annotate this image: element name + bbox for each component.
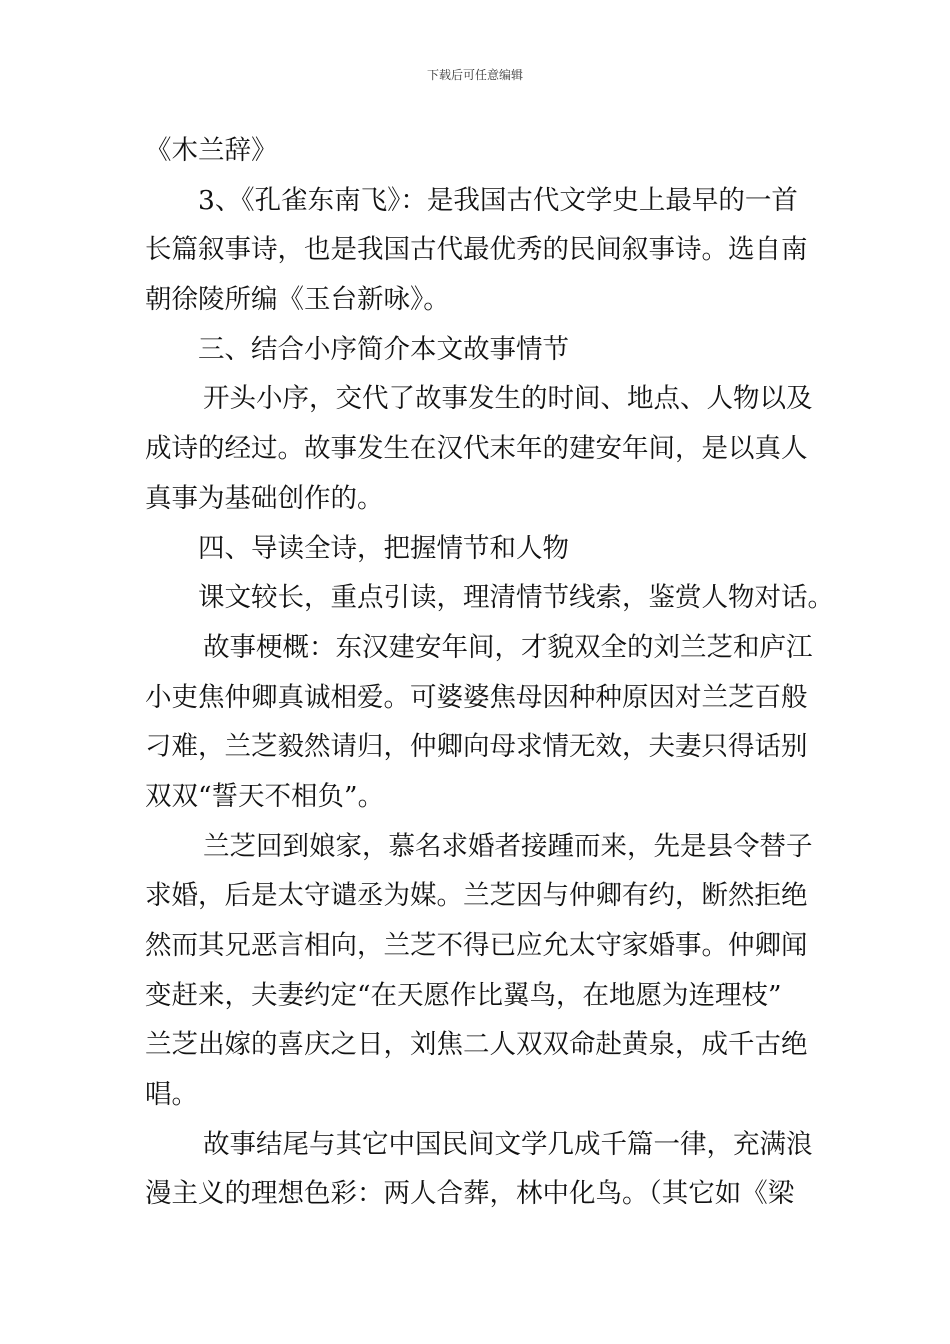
text-line: 《木兰辞》 [145,135,278,166]
text-line: 真事为基础创作的。 [145,482,384,514]
text-line: 双双“誓天不相负”。 [145,780,385,812]
text-line: 兰芝出嫁的喜庆之日，刘焦二人双双命赴黄泉，成千古绝 [145,1029,808,1061]
page-header-note: 下载后可任意编辑 [426,68,523,82]
text-line: 变赶来，夫妻约定“在天愿作比翼鸟，在地愿为连理枝” [145,979,782,1011]
text-line: 漫主义的理想色彩：两人合葬，林中化鸟。（其它如《梁 [145,1178,795,1210]
text-line: 小吏焦仲卿真诚相爱。可婆婆焦母因种种原因对兰芝百般 [145,681,808,713]
text-line: 然而其兄恶言相向，兰芝不得已应允太守家婚事。仲卿闻 [145,930,808,961]
text-line: 求婚，后是太守谴丞为媒。兰芝因与仲卿有约，断然拒绝 [145,880,808,912]
text-line: 开头小序，交代了故事发生的时间、地点、人物以及 [203,383,813,415]
text-line: 3、《孔雀东南飞》：是我国古代文学史上最早的一首 [198,184,798,216]
text-line: 刁难，兰芝毅然请归，仲卿向母求情无效，夫妻只得话别 [145,731,808,763]
text-line: 故事梗概：东汉建安年间，才貌双全的刘兰芝和庐江 [203,631,813,663]
text-line: 兰芝回到娘家，慕名求婚者接踵而来，先是县令替子 [203,830,813,862]
text-line: 故事结尾与其它中国民间文学几成千篇一律，充满浪 [203,1128,813,1160]
text-line: 课文较长，重点引读，理清情节线索，鉴赏人物对话。 [198,582,834,614]
text-line: 成诗的经过。故事发生在汉代末年的建安年间，是以真人 [145,433,808,465]
text-line: 朝徐陵所编《玉台新咏》。 [145,284,450,316]
section-heading: 三、结合小序简介本文故事情节 [198,333,569,365]
text-line: 唱。 [145,1079,198,1111]
document-body [145,126,834,1219]
section-heading: 四、导读全诗，把握情节和人物 [198,532,569,564]
text-line: 长篇叙事诗，也是我国古代最优秀的民间叙事诗。选自南 [145,234,808,266]
